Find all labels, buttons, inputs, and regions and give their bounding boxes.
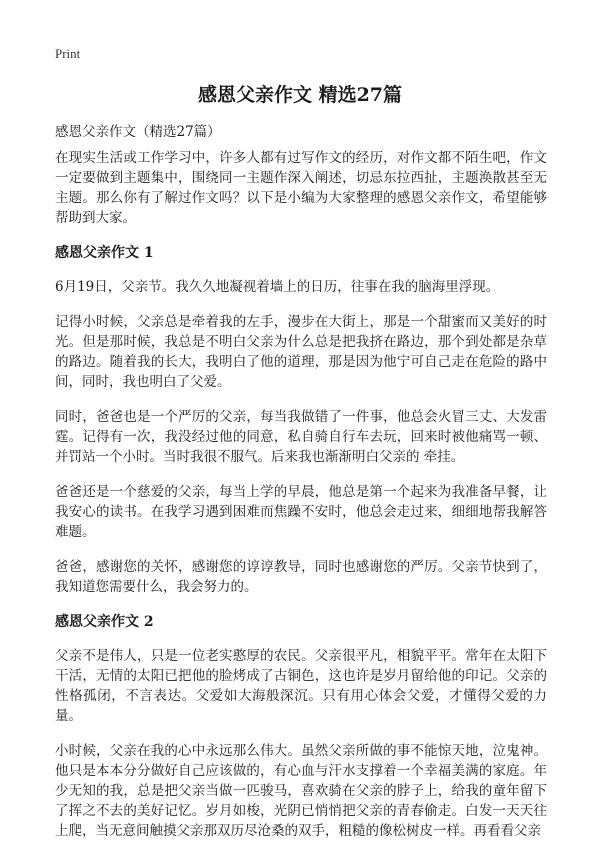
section-heading: 感恩父亲作文 2 — [55, 614, 154, 630]
paragraph: 同时，爸爸也是一个严厉的父亲，每当我做错了一件事，他总会火冒三丈、大发雷霆。记得有一次，我没经过他的同意，私自骑自行车去玩，回来时被他痛骂一顿、并罚站一个小时。当时我很不服气。后来我也渐渐明白父亲的 牵挂。 — [55, 409, 547, 465]
section-heading: 感恩父亲作文 1 — [55, 245, 154, 261]
print-link[interactable]: Print — [55, 46, 81, 61]
paragraph: 爸爸，感谢您的关怀，感谢您的谆谆教导，同时也感谢您的严厉。父亲节快到了，我知道您需要什么，我会努力的。 — [55, 559, 547, 595]
document-subtitle: 感恩父亲作文（精选27篇） — [55, 124, 221, 140]
intro-paragraph: 在现实生活或工作学习中，许多人都有过写作文的经历，对作文都不陌生吧，作文一定要做到主题集中，围绕同一主题作深入阐述，切忌东拉西扯，主题涣散甚至无主题。那么你有了解过作文吗？以下是小编为大家整理的感恩父亲作文，希望能够帮助到大家。 — [55, 150, 547, 226]
paragraph: 6月19日，父亲节。我久久地凝视着墙上的日历，往事在我的脑海里浮现。 — [55, 279, 500, 295]
paragraph: 父亲不是伟人，只是一位老实憨厚的农民。父亲很平凡，相貌平平。常年在太阳下干活，无情的太阳已把他的脸烤成了古铜色，这也许是岁月留给他的印记。父亲的性格孤闭，不言表达。父爱如大海般深沉。只有用心体会父爱，才懂得父爱的力量。 — [55, 648, 547, 724]
paragraph: 爸爸还是一个慈爱的父亲，每当上学的早晨，他总是第一个起来为我准备早餐，让我安心的读书。在我学习遇到困难而焦躁不安时，他总会走过来，细细地帮我解答难题。 — [55, 484, 547, 540]
paragraph: 小时候，父亲在我的心中永远那么伟大。虽然父亲所做的事不能惊天地，泣鬼神。他只是本本分分做好自己应该做的，有心血与汗水支撑着一个幸福美满的家庭。年少无知的我，总是把父亲当做一匹骏马，喜欢骑在父亲的脖子上，给我的童年留下了挥之不去的美好记忆。岁月如梭，光阴已悄悄把父亲的青春偷走。白发一天天往上爬，当无意间触摸父亲那双历尽沧桑的双手，粗糙的像松树皮一样。再看看父亲 — [55, 743, 547, 839]
paragraph: 记得小时候，父亲总是牵着我的左手，漫步在大街上，那是一个甜蜜而又美好的时光。但是那时候，我总是不明白父亲为什么总是把我挤在路边，那个到处都是杂草的路边。随着我的长大，我明白了他的道理，那是因为他宁可自己走在危险的路中间，同时，我也明白了父爱。 — [55, 314, 547, 390]
document-content — [55, 148, 547, 856]
document-title: 感恩父亲作文 精选27篇 — [197, 84, 403, 106]
